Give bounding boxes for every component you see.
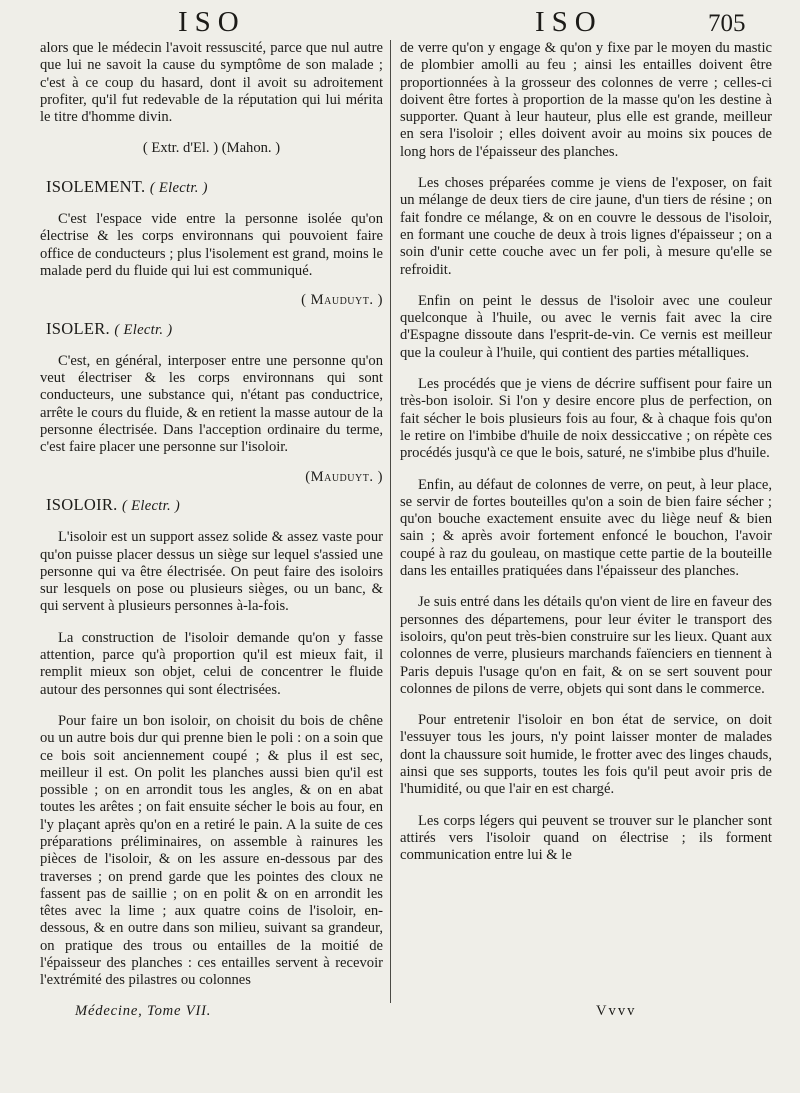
footer-signature: Vvvv (596, 1003, 637, 1019)
attribution-intro: ( Extr. d'El. ) (Mahon. ) (142, 140, 281, 157)
entry-heading-isoler (46, 320, 383, 339)
entry-heading-isoloir (46, 496, 383, 515)
left-column (40, 40, 383, 1004)
paragraph-right-4: Les procédés que je viens de décrire suffisent pour faire un très-bon isoloir. Si l'on y desire encore plus de perfection, on fait sécher le bois plusieurs fois au four, & à chaque fois qu'on le retire on l'imbibe d'huile de noix dessiccative ; on répète ces procédés jusqu'à ce que le bois, saturé, ne s'imbibe plus d'huile. (400, 376, 772, 462)
footer-volume: Médecine, Tome VII. (75, 1003, 212, 1019)
attribution-isoler: (Mauduyt. ) (305, 468, 383, 485)
paragraph-isolement: C'est l'espace vide entre la personne isolée qu'on électrise & les corps environnans qui pouvoient faire office de conducteurs ; plus l'isolement est grand, moins le malade perd du fluide qui lui est communiqué. (40, 211, 383, 279)
entry-field: ( Electr. ) (122, 497, 181, 514)
paragraph-right-1: de verre qu'on y engage & qu'on y fixe par le moyen du mastic de plombier amolli au feu ; ainsi les entailles doivent être proportionnées à la grosseur des colonnes de verre ; celles-ci doivent être fortes à proportion de la masse qu'on les destine à supporter. Quant à leur hauteur, plus elle est grande, meilleur en sera l'isoloir ; elles doivent avoir au moins six pouces de long hors de l'épaisseur des planches. (400, 40, 772, 160)
paragraph-isoloir-3: Pour faire un bon isoloir, on choisit du bois de chêne ou un autre bois dur qui prenne bien le poli : on a soin que ce bois soit anciennement coupé ; & plus il est sec, meilleur il est. On polit les planches aussi bien qu'il est possible ; on en arrondit tous les angles, & on en abat toutes les arêtes ; on fait ensuite sécher le bois au four, en l'y plaçant après qu'on en a retiré le pain. A la suite de ces préparations préliminaires, on assemble à rainures les pièces de l'isoloir, & on les assure en-dessous par des traverses ; on prend garde que les pointes des cloux ne fassent pas de saillie ; on en polit & on en arrondit les têtes avec la lime ; aux quatre coins de l'isoloir, en-dessous, & en outre dans son milieu, suivant sa grandeur, on pratique des trous ou entailles de la moitié de l'épaisseur des planches : ces entailles servent à recevoir l'extrémité des pilastres ou colonnes (40, 712, 383, 989)
paragraph-right-5: Enfin, au défaut de colonnes de verre, on peut, à leur place, se servir de fortes bouteilles qu'on a soin de bien faire sécher ; qu'on bouche exactement ensuite avec du liège neuf & bien sain ; & après avoir fortement enfoncé le bouchon, l'avoir coupé à raz du gouleau, on mastique cette partie de la bouteille dans les entailles pratiquées dans l'épaisseur des planches. (400, 476, 772, 580)
paragraph-right-6: Je suis entré dans les détails qu'on vient de lire en faveur des personnes des départemens, pour leur éviter le transport des isoloirs, qu'on peut très-bien construire sur les lieux. Quant aux colonnes de verre, plusieurs marchands faïenciers en tiennent à Paris depuis l'usage qu'on en fait, & on se sert souvent pour colonnes de pilons de verre, objets qui sont dans le commerce. (400, 594, 772, 697)
paragraph-right-3: Enfin on peint le dessus de l'isoloir avec une couleur quelconque à l'huile, ou avec le vernis fait avec la cire d'Espagne dissoute dans l'esprit-de-vin. Ce vernis est meilleur que la couleur à l'huile, qui contient des parties métalliques. (400, 292, 772, 361)
running-head (0, 6, 800, 40)
paragraph-right-7: Pour entretenir l'isoloir en bon état de service, on doit l'essuyer tous les jours, n'y point laisser monter de malades dont la chaussure soit humide, le frotter avec des linges chauds, ainsi que ses supports, toutes les fois qu'il peut avoir pris de l'humidité, ou que l'air en est chargé. (400, 712, 772, 798)
paragraph-isoloir-2: La construction de l'isoloir demande qu'on y fasse attention, parce qu'à proportion qu'il est mieux fait, il remplit mieux son objet, celui de concentrer le fluide autour des personnes qui sont électrisées. (40, 629, 383, 698)
entry-field: ( Electr. ) (149, 179, 208, 196)
running-head-left: ISO (178, 6, 246, 38)
entry-field: ( Electr. ) (114, 321, 173, 338)
entry-title: ISOLOIR. (46, 494, 118, 514)
attribution-isolement: ( Mauduyt. ) (301, 292, 383, 309)
entry-heading-isolement (46, 178, 383, 197)
running-head-right: ISO (535, 6, 603, 38)
paragraph-isoloir-1: L'isoloir est un support assez solide & assez vaste pour qu'on puisse placer dessus un siège sur lequel s'assied une personne qui va être électrisée. On peut faire des isoloirs sur lesquels on pose ou plusieurs sièges, ou un banc, & qui servent à plusieurs personnes à-la-fois. (40, 529, 383, 615)
right-column (400, 40, 772, 878)
entry-title: ISOLEMENT. (46, 176, 146, 196)
paragraph-isoler: C'est, en général, interposer entre une personne qu'on veut électriser & les corps environnans qui sont conducteurs, une substance qui, n'étant pas conductrice, arrête le cours du fluide, & en retient la masse autour de la personne électrisée. Dans l'acception ordinaire du terme, c'est faire placer une personne sur l'isoloir. (40, 352, 383, 456)
paragraph-right-2: Les choses préparées comme je viens de l'exposer, on fait un mélange de deux tiers de cire jaune, d'un tiers de résine ; on fait fondre ce mélange, & on en couvre le dessous de l'isoloir, en formant une couche de deux à trois lignes d'épaisseur ; on a soin d'unir cette couche avec un fer poli, à mesure qu'elle se refroidit. (400, 175, 772, 278)
column-rule (390, 40, 391, 1003)
entry-title: ISOLER. (46, 318, 110, 338)
paragraph-intro: alors que le médecin l'avoit ressuscité, parce que nul autre que lui ne savoit la cause du symptôme de son malade ; c'est à ce coup du hasard, dont il avoit su adroitement profiter, qu'il fut redevable de la réputation qui lui mérita le titre d'homme divin. (40, 40, 383, 126)
page-number: 705 (708, 10, 746, 37)
paragraph-right-8: Les corps légers qui peuvent se trouver sur le plancher sont attirés vers l'isoloir quand on électrise ; ils forment communication entre lui & le (400, 812, 772, 864)
